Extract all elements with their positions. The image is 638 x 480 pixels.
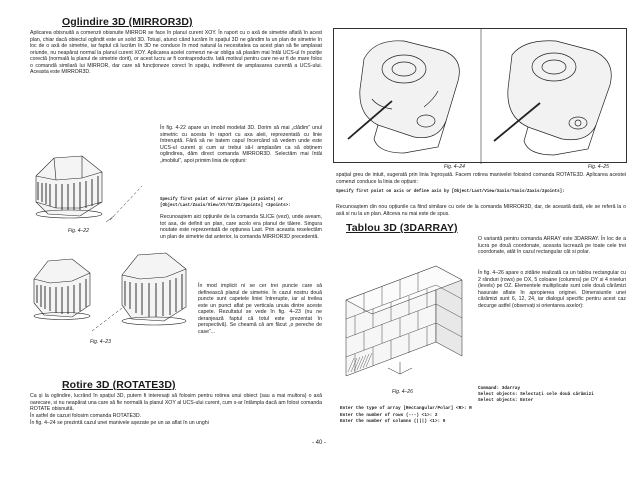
figure-4-23 bbox=[30, 245, 193, 337]
heading-mirror3d: Oglindire 3D (MIRROR3D) bbox=[62, 16, 193, 28]
caption-fig-4-25: Fig. 4–25 bbox=[588, 164, 609, 170]
command-line-rotate: Specify first point on axis or define axis by [Object/Last/View/Xaxis/Yaxis/Zaxis/2points]: bbox=[336, 190, 565, 194]
caption-fig-4-24: Fig. 4–24 bbox=[444, 164, 465, 170]
paragraph-rotate-intro: Ca și la oglindire, lucrând în spațiul 3D, putem fi interesați să folosim pentru rotirea unui obiect (sau a mai multora) o axă oarecare, si nu neapărat una care să fie normală la planul XOY al UCS-ului curent, cum s-ar întâmpla dacă am folosi comanda ROTATE obisnuită. bbox=[30, 393, 322, 412]
caption-fig-4-22: Fig. 4–22 bbox=[68, 228, 89, 234]
paragraph-3darray-example: În fig. 4–26 apare o zidărie realizată ca un tablou rectangular cu 2 rânduri (rows) pe OX, 5 coloane (columns) pe OY si 4 niveluri (levels) pe OZ. Elementele multiplicate sunt cele două cărămizi hasurate aflate în apropierea originei. Dimensiunile unei cărămizi sunt 6, 12, 24, iar dialogul specific pentru acest caz decurge astfel (observați si orientarea axelor): bbox=[478, 270, 626, 309]
dialog-transcript bbox=[478, 386, 594, 404]
dialog-line-5: Enter the number of rows (---) <1>: 2 bbox=[340, 412, 438, 418]
command-line-2: [Object/Last/Zaxis/View/XY/YZ/ZX/3points] <3points>: bbox=[160, 204, 291, 208]
paragraph-rotate-options: spațial greu de intuit, sugerată prin linia îngroșată. Facem rotirea manivelei folosind comanda ROTATE3D. Aplicarea acestei comenzi conduce la linia de opțiuni: bbox=[336, 172, 626, 185]
command-line-1: Specify first point of mirror plane (3 points) or bbox=[160, 198, 284, 202]
dialog-transcript-2 bbox=[340, 406, 472, 426]
crank-drawing-right bbox=[494, 41, 611, 155]
dialog-line-1: Command: 3darray bbox=[478, 386, 521, 391]
heading-rotate3d: Rotire 3D (ROTATE3D) bbox=[62, 379, 176, 391]
paragraph-3darray-intro: O variantă pentru comanda ARRAY este 3DARRAY. În loc de a lucra pe două coordonate, aceasta lucrează pe toate cele trei coordonate, atât în cazul rectangular cât si polar. bbox=[478, 236, 626, 255]
dialog-line-2: Select objects: Selectați cele două cărămizi bbox=[478, 392, 594, 397]
axis-icon bbox=[388, 362, 412, 374]
paragraph-slice-options: Recunoaștem aici opțiunile de la comanda SLICE (vezi), unde aveam, tot asa, de definit un plan, care acolo era planul de tăiere. Singura noutate este reprezentată de opțiunea Last. Prin aceasta reselectăm un plan de simetrie dat anterior, la comanda MIRROR3D precedentă. bbox=[160, 214, 322, 240]
page-number: - 40 - bbox=[312, 440, 327, 446]
dialog-line-3: Select objects: Enter bbox=[478, 398, 534, 403]
crank-drawing-left bbox=[348, 41, 459, 153]
figure-4-24-4-25-frame bbox=[333, 28, 627, 163]
dialog-line-4: Enter the type of array [Rectangular/Polar] <R>: R bbox=[340, 406, 472, 411]
brick-wall-drawing bbox=[346, 266, 462, 376]
paragraph-rotate-figure: În fig. 4–24 se prezintă cazul unei manivele așezate pe un ax aflat în un unghi bbox=[30, 420, 209, 426]
caption-fig-4-23: Fig. 4–23 bbox=[90, 339, 111, 345]
heading-3darray: Tablou 3D (3DARRAY) bbox=[346, 222, 458, 234]
paragraph-rotate-similar: Recunoaștem din nou opțiunile ca fiind similare cu cele de la comanda MIRROR3D, dar, de această dată, ele se referă la o axă si nu la un plan. Altceva nu mai este de spus. bbox=[336, 204, 626, 217]
figure-4-22 bbox=[30, 138, 148, 224]
paragraph-rotate-use: În astfel de cazuri folosim comanda ROTATE3D. bbox=[30, 413, 142, 419]
paragraph-mirror-example: În fig. 4-22 apare un imobil modelat 3D. Dorim să mai „clădim” unul simetric cu acesta în raport cu axa aleii, reprezentată cu linie întreruptă. Fără să ne batem capul încercând să vedem unde este UCS-ul curent și cum ar trebui să-l amplasăm ca să obținem oglindirea, dăm direct comanda MIRROR3D. Selectăm mai întâi „imobilul”, apoi primim linia de opțiuni: bbox=[160, 125, 322, 164]
figure-4-26 bbox=[340, 238, 472, 384]
paragraph-mirror-intro: Aplicarea obisnuită a comenzii obisnuite MIRROR se face în planul curent XOY. În raport cu o axă de simetrie aflată în acest plan, chiar dacă obiectul oglindit este un solid 3D. Totuși, atunci când lucrăm în spațiul 3D ne gândim la un plan de simetrie în loc de o axă de simetrie, iar faptul că lucrăm în 3D ne conduce în mod natural la necesitatea ca acest plan să fie amplasat oriunde, nu neapărat normal la planul curent XOY. Aplicarea acelei comenzi ne-ar obliga să plasăm mai întâi UCS-ul în poziție corectă (normală la planul de simetrie dorit), or acest lucru ar fi contraproductiv. Iată motivul pentru care ne-ar fi de mare folos o comandă similară lui MIRROR, dar care să funcționeze corect în spațiu, indiferent de amplasarea curentă a UCS-ului. Aceasta este MIRROR3D. bbox=[30, 30, 322, 75]
dialog-line-6: Enter the number of columns (|||) <1>: 5 bbox=[340, 419, 446, 424]
paragraph-three-points: În mod implicit ni se cer trei puncte care să definească planul de simetrie. În cazul nostru două puncte sunt capetele liniei întrerupte, iar al treilea este un punct aflat pe verticala unuia dintre aceste capete. Rezultatul se vede în fig. 4–23 (nu ne deranjează faptul că totul este prezentat în perspectivă). Se cheamă că am făcut „o pereche de case”... bbox=[198, 283, 322, 335]
caption-fig-4-26: Fig. 4–26 bbox=[392, 389, 413, 395]
